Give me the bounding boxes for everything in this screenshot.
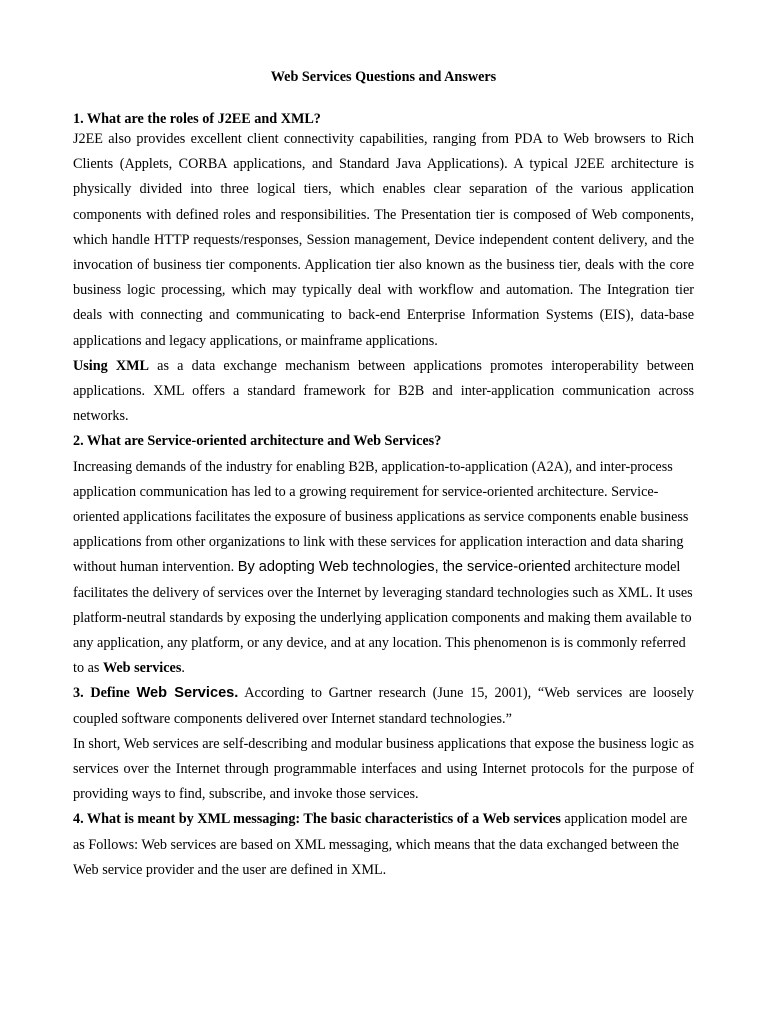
- question-4-heading: 4. What is meant by XML messaging: The basic characteristics of a Web services: [73, 811, 561, 828]
- question-2-sans-text: By adopting Web technologies, the service-oriented: [237, 559, 571, 576]
- question-3-text: According to Gartner research (June 15, 2001), “Web services are loosely coupled software components delivered over Internet standard technologies.”: [73, 685, 694, 727]
- question-2-text-a: Increasing demands of the industry for enabling B2B, application-to-application (A2A), and inter-process application communication has led to a growing requirement for service-oriented architecture. Service-oriented applications facilitates the exposure of business applications as service components enable business applications from other organizations to link with these services for application interaction and data sharing without human intervention.: [73, 458, 689, 576]
- document-page: [73, 66, 694, 883]
- question-1-answer-text: J2EE also provides excellent client connectivity capabilities, ranging from PDA to Web browsers to Rich Clients (Applets, CORBA applications, and Standard Java Applications). A typical J2EE architecture is physically divided into three logical tiers, which enables clear separation of the various application components with defined roles and responsibilities. The Presentation tier is composed of Web components, which handle HTTP requests/responses, Session management, Device independent content delivery, and the invocation of business tier components. Application tier also known as the business tier, deals with the core business logic processing, which may typically deal with workflow and automation. The Integration tier deals with connecting and communicating to back-end Enterprise Information Systems (EIS), data-base applications and legacy applications, or mainframe applications.: [73, 131, 694, 349]
- question-4-paragraph: [73, 807, 694, 883]
- question-2-text-end: .: [181, 660, 185, 677]
- question-3-heading-sans: Web Services.: [136, 685, 239, 702]
- question-3-summary-paragraph: [73, 732, 694, 808]
- question-2-heading-line: [73, 429, 694, 454]
- question-3-heading: [73, 685, 238, 701]
- xml-exchange-paragraph: [73, 354, 694, 430]
- question-2-answer-paragraph: [73, 455, 694, 682]
- xml-exchange-text: as a data exchange mechanism between applications promotes interoperability between applications. XML offers a standard framework for B2B and inter-application communication across networks.: [73, 357, 694, 425]
- question-3-summary-text: In short, Web services are self-describing and modular business applications that expose the business logic as services over the Internet through programmable interfaces and using Internet protocols for the purpose of providing ways to find, subscribe, and invoke those services.: [73, 735, 694, 803]
- question-3-paragraph: [73, 681, 694, 731]
- using-xml-bold: Using XML: [73, 357, 149, 374]
- question-3-heading-prefix: 3. Define: [73, 685, 137, 702]
- question-2-text-b: architecture model facilitates the delivery of services over the Internet by leveraging standard technologies such as XML. It uses platform-neutral standards by exposing the underlying application components and making them available to any application, any platform, or any device, and at any location. This phenomenon is is commonly referred to as: [73, 559, 693, 677]
- web-services-bold: Web services: [102, 660, 182, 677]
- question-2-heading: 2. What are Service-oriented architecture and Web Services?: [73, 433, 442, 450]
- question-1-answer-paragraph: [73, 127, 694, 354]
- question-4-text: application model are as Follows: Web services are based on XML messaging, which means that the data exchanged between the Web service provider and the user are defined in XML.: [73, 811, 688, 878]
- question-1-heading: 1. What are the roles of J2EE and XML?: [73, 111, 321, 127]
- document-title: Web Services Questions and Answers: [270, 69, 497, 85]
